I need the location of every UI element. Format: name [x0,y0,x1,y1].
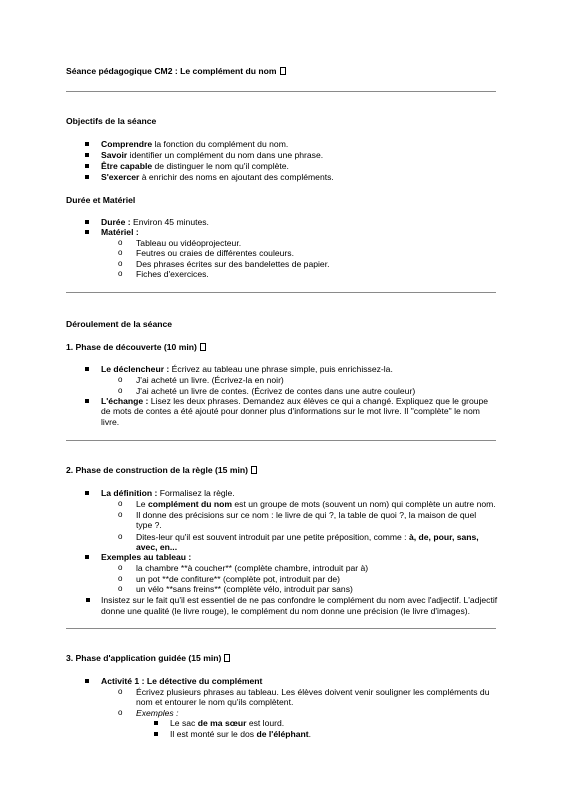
circle-bullet-icon: o [118,708,123,717]
section-heading-deroulement: Déroulement de la séance [66,319,173,329]
list-item: Exemples au tableau : [101,552,192,562]
circle-bullet-icon: o [118,563,123,572]
circle-bullet-icon: o [118,574,123,583]
list-item: Activité 1 : Le détective du complément [101,676,263,686]
sub-list-item: Fiches d'exercices. [136,269,209,279]
sub-list-item: un pot **de confiture** (complète pot, introduit par de) [136,574,340,584]
list-item: Insistez sur le fait qu'il est essentiel de ne pas confondre le complément du nom avec l'adjectif. L'adjectif [101,595,498,605]
bullet-icon [85,164,89,168]
sub-list-item: Il donne des précisions sur ce nom : le livre de qui ?, la table de quoi ?, la maison de quel [136,510,477,520]
circle-bullet-icon: o [118,375,123,384]
circle-bullet-icon: o [118,532,123,541]
sub-list-item: Exemples : [136,708,179,718]
list-item: L'échange : Lisez les deux phrases. Demandez aux élèves ce qui a changé. Expliquez que le groupe [101,396,489,406]
divider [66,628,496,629]
square-bullet-icon [154,732,158,736]
bullet-icon [85,367,89,371]
circle-bullet-icon: o [118,510,123,519]
bullet-icon [85,555,89,559]
list-item: Matériel : [101,227,139,237]
phase-heading: 2. Phase de construction de la règle (15 min) [66,466,257,475]
sub-list-item: Écrivez plusieurs phrases au tableau. Les élèves doivent venir souligner les compléments du [136,687,490,697]
list-item-line: donne une qualité (le livre rouge), le complément du nom donne une précision (le livre d'images). [101,606,470,616]
sub-list-item: Tableau ou vidéoprojecteur. [136,238,242,248]
square-bullet-icon [154,721,158,725]
sub-list-item-line: nom et entourer le nom qu'ils complètent. [136,697,294,707]
sub-list-item: Des phrases écrites sur des bandelettes de papier. [136,259,330,269]
bullet-icon [85,679,89,683]
sub-list-item-line: type ?. [136,520,162,530]
list-item: S'exercer à enrichir des noms en ajoutant des compléments. [101,172,334,182]
sub-list-item: Le complément du nom est un groupe de mots (souvent un nom) qui complète un autre nom. [136,499,496,509]
bullet-icon [85,230,89,234]
circle-bullet-icon: o [118,269,123,278]
sub-list-item: un vélo **sans freins** (complète vélo, introduit par sans) [136,584,353,594]
divider [66,91,496,92]
sub-list-item: Dites-leur qu'il est souvent introduit par une petite préposition, comme : à, de, pour, sans, [136,532,479,542]
example-item: Le sac de ma sœur est lourd. [170,718,285,728]
list-item: Comprendre la fonction du complément du nom. [101,139,289,149]
sub-list-item-line: avec, en... [136,542,178,552]
sub-list-item: J'ai acheté un livre. (Écrivez-la en noir) [136,375,284,385]
circle-bullet-icon: o [118,259,123,268]
section-heading-duree: Durée et Matériel [66,195,136,205]
circle-bullet-icon: o [118,584,123,593]
bullet-icon [85,491,89,495]
circle-bullet-icon: o [118,248,123,257]
example-item: Il est monté sur le dos de l'éléphant. [170,729,312,739]
missing-glyph-icon [280,67,286,75]
bullet-icon [85,153,89,157]
missing-glyph-icon [251,466,257,474]
bullet-icon [85,175,89,179]
bullet-icon [85,399,89,403]
divider [66,440,496,441]
missing-glyph-icon [224,654,230,662]
bullet-icon [85,142,89,146]
missing-glyph-icon [200,343,206,351]
list-item-line: de mots de contes a été ajouté pour donner plus d'informations sur le mot livre. Il "complète" le nom [101,406,480,416]
circle-bullet-icon: o [118,499,123,508]
circle-bullet-icon: o [118,687,123,696]
list-item: La définition : Formalisez la règle. [101,488,235,498]
circle-bullet-icon: o [118,386,123,395]
list-item: Le déclencheur : Écrivez au tableau une phrase simple, puis enrichissez-la. [101,364,393,374]
sub-list-item: la chambre **à coucher** (complète chambre, introduit par à) [136,563,369,573]
sub-list-item: Feutres ou craies de différentes couleurs. [136,248,294,258]
phase-heading: 3. Phase d'application guidée (15 min) [66,654,230,663]
list-item: Durée : Environ 45 minutes. [101,217,209,227]
list-item: Savoir identifier un complément du nom dans une phrase. [101,150,324,160]
circle-bullet-icon: o [118,238,123,247]
bullet-icon [85,220,89,224]
divider [66,292,496,293]
section-heading-objectifs: Objectifs de la séance [66,116,157,126]
list-item: Être capable de distinguer le nom qu'il complète. [101,161,289,171]
sub-list-item: J'ai acheté un livre de contes. (Écrivez de contes dans une autre couleur) [136,386,416,396]
list-item-line: livre. [101,417,120,427]
square-bullet-icon [86,598,90,602]
page-title: Séance pédagogique CM2 : Le complément du nom [66,67,286,76]
phase-heading: 1. Phase de découverte (10 min) [66,343,206,352]
